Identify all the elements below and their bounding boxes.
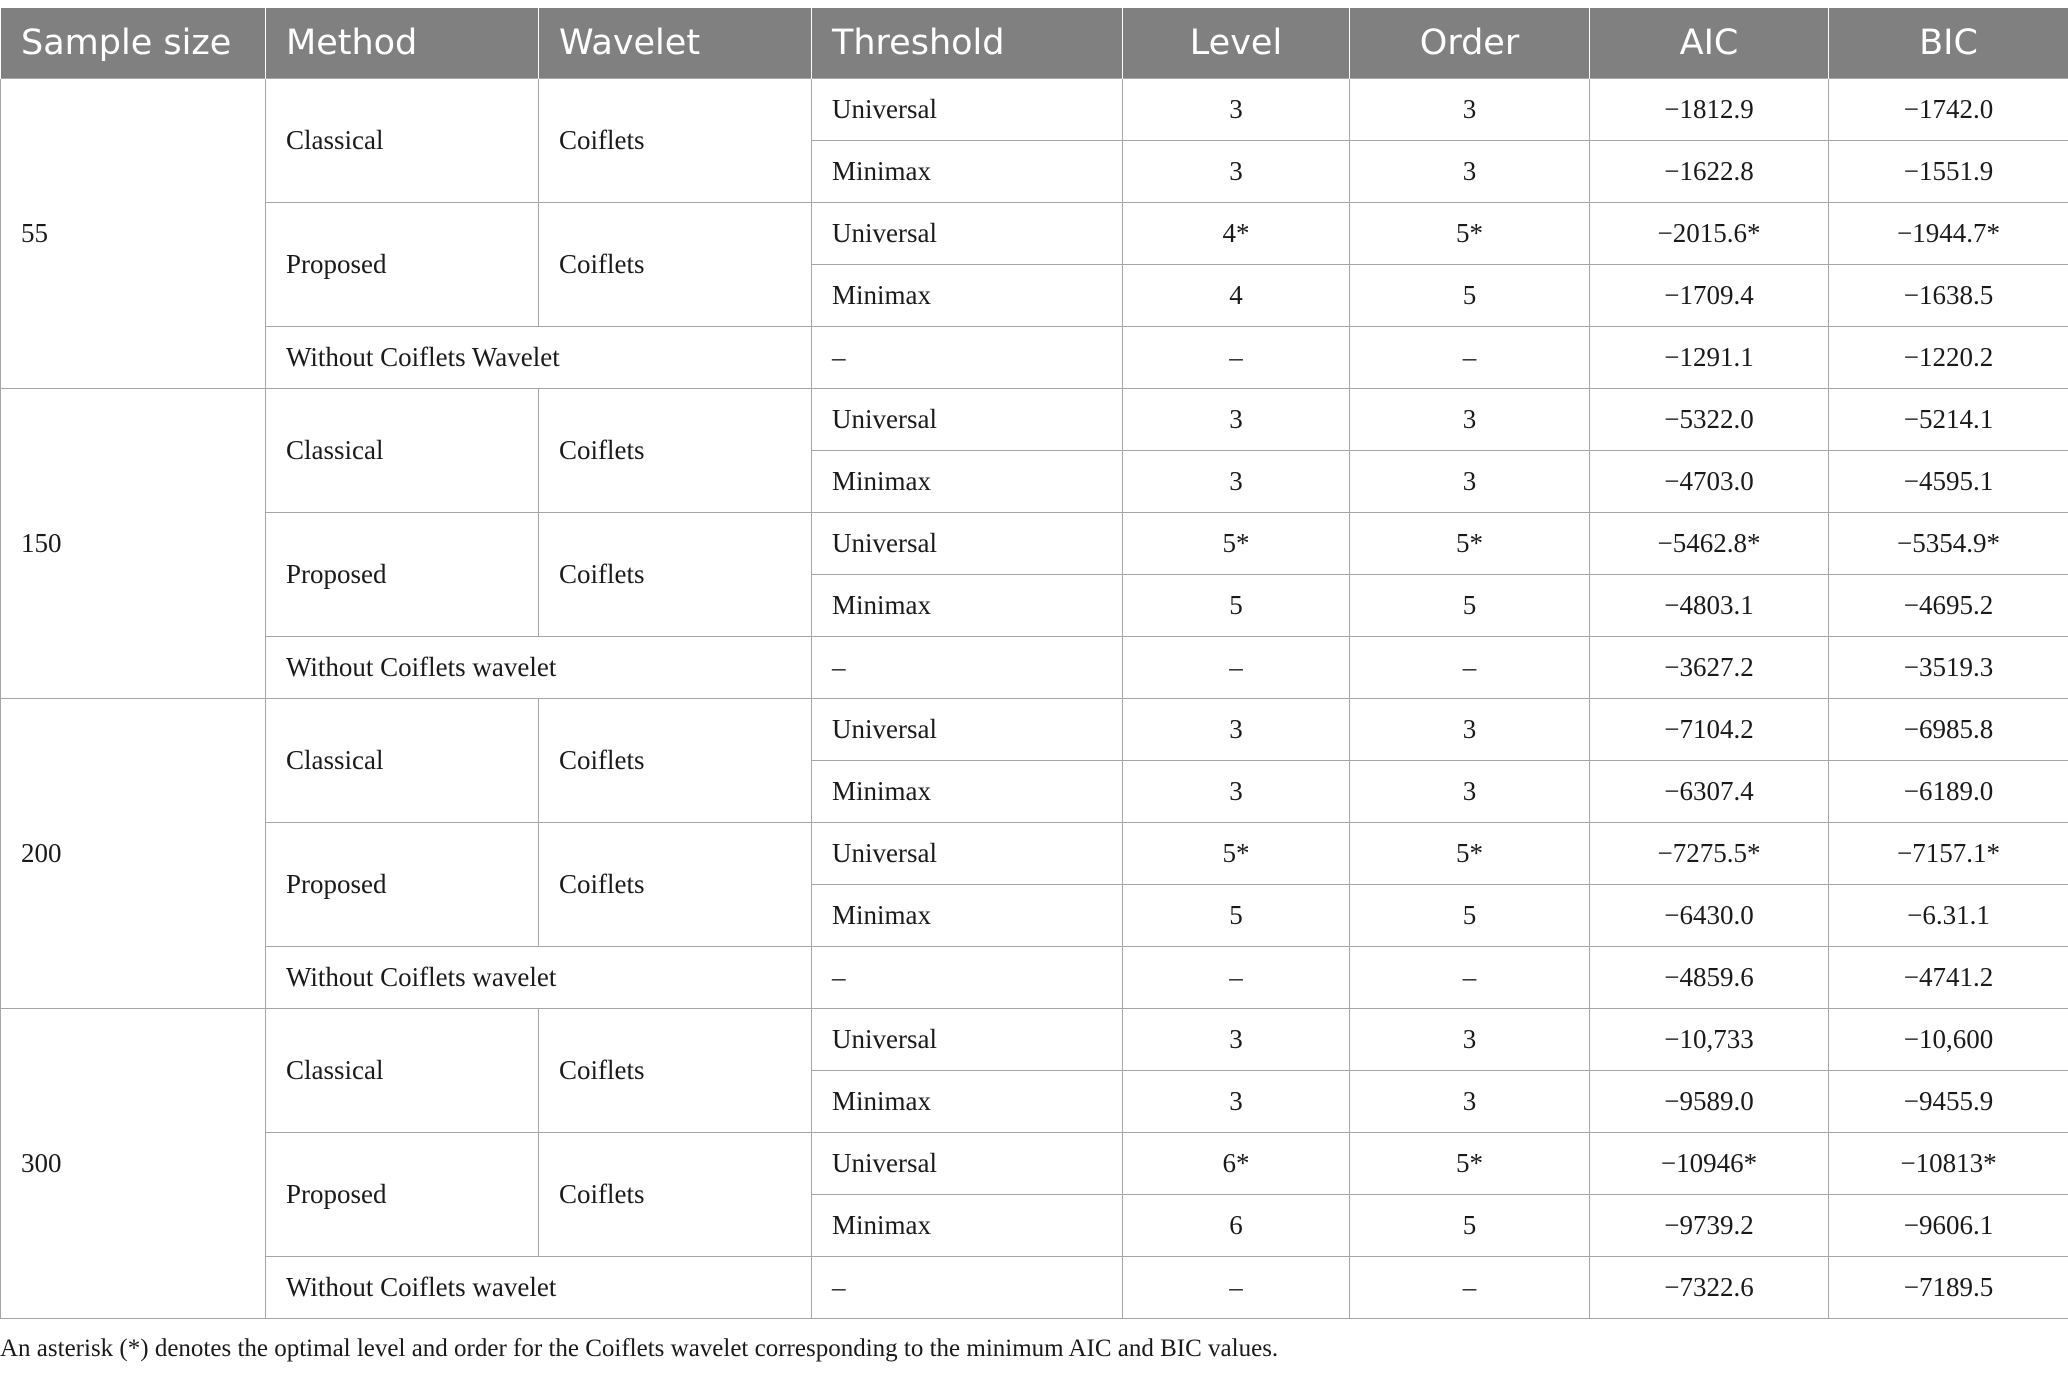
- sample-size-cell: 300: [1, 1008, 266, 1318]
- table-row: [1, 946, 2068, 1008]
- method-cell: Classical: [266, 78, 539, 202]
- threshold-cell: Universal: [812, 202, 1123, 264]
- level-cell: 6: [1123, 1194, 1350, 1256]
- method-cell: Classical: [266, 388, 539, 512]
- aic-cell: −1709.4: [1590, 264, 1829, 326]
- level-cell: –: [1123, 946, 1350, 1008]
- aic-cell: −9589.0: [1590, 1070, 1829, 1132]
- order-cell: 3: [1350, 140, 1590, 202]
- table-row: [1, 512, 2068, 574]
- threshold-cell: Minimax: [812, 1194, 1123, 1256]
- method-cell: Proposed: [266, 512, 539, 636]
- threshold-cell: Universal: [812, 1132, 1123, 1194]
- wavelet-cell: Coiflets: [539, 388, 812, 512]
- header-level: Level: [1123, 8, 1350, 78]
- aic-cell: −7322.6: [1590, 1256, 1829, 1318]
- wavelet-cell: Coiflets: [539, 1008, 812, 1132]
- table-row: [1, 822, 2068, 884]
- order-cell: –: [1350, 636, 1590, 698]
- order-cell: 5*: [1350, 202, 1590, 264]
- bic-cell: −7189.5: [1829, 1256, 2068, 1318]
- threshold-cell: Universal: [812, 1008, 1123, 1070]
- level-cell: 3: [1123, 388, 1350, 450]
- bic-cell: −5214.1: [1829, 388, 2068, 450]
- level-cell: 3: [1123, 698, 1350, 760]
- sample-size-cell: 55: [1, 78, 266, 388]
- method-cell: Proposed: [266, 202, 539, 326]
- threshold-cell: –: [812, 1256, 1123, 1318]
- threshold-cell: Universal: [812, 388, 1123, 450]
- wavelet-cell: Coiflets: [539, 1132, 812, 1256]
- bic-cell: −5354.9*: [1829, 512, 2068, 574]
- table-row: [1, 1256, 2068, 1318]
- bic-cell: −1944.7*: [1829, 202, 2068, 264]
- header-sample-size: Sample size: [1, 8, 266, 78]
- aic-cell: −7104.2: [1590, 698, 1829, 760]
- threshold-cell: –: [812, 946, 1123, 1008]
- aic-cell: −3627.2: [1590, 636, 1829, 698]
- order-cell: 3: [1350, 388, 1590, 450]
- level-cell: –: [1123, 1256, 1350, 1318]
- threshold-cell: Universal: [812, 512, 1123, 574]
- table-row: [1, 78, 2068, 140]
- order-cell: –: [1350, 946, 1590, 1008]
- aic-cell: −1622.8: [1590, 140, 1829, 202]
- bic-cell: −1220.2: [1829, 326, 2068, 388]
- bic-cell: −1742.0: [1829, 78, 2068, 140]
- aic-cell: −10,733: [1590, 1008, 1829, 1070]
- bic-cell: −9455.9: [1829, 1070, 2068, 1132]
- bic-cell: −1551.9: [1829, 140, 2068, 202]
- method-cell: Without Coiflets Wavelet: [266, 326, 812, 388]
- header-row: [1, 8, 2068, 78]
- order-cell: 5: [1350, 574, 1590, 636]
- threshold-cell: Minimax: [812, 760, 1123, 822]
- aic-cell: −7275.5*: [1590, 822, 1829, 884]
- order-cell: 3: [1350, 698, 1590, 760]
- aic-cell: −5462.8*: [1590, 512, 1829, 574]
- order-cell: 3: [1350, 78, 1590, 140]
- aic-cell: −10946*: [1590, 1132, 1829, 1194]
- order-cell: –: [1350, 326, 1590, 388]
- order-cell: 5*: [1350, 512, 1590, 574]
- level-cell: 4: [1123, 264, 1350, 326]
- header-threshold: Threshold: [812, 8, 1123, 78]
- level-cell: 5*: [1123, 512, 1350, 574]
- threshold-cell: Minimax: [812, 574, 1123, 636]
- threshold-cell: Minimax: [812, 450, 1123, 512]
- order-cell: 3: [1350, 450, 1590, 512]
- sample-size-cell: 150: [1, 388, 266, 698]
- method-cell: Proposed: [266, 1132, 539, 1256]
- threshold-cell: Universal: [812, 698, 1123, 760]
- level-cell: 3: [1123, 1008, 1350, 1070]
- bic-cell: −10,600: [1829, 1008, 2068, 1070]
- aic-cell: −1291.1: [1590, 326, 1829, 388]
- bic-cell: −6.31.1: [1829, 884, 2068, 946]
- header-method: Method: [266, 8, 539, 78]
- wavelet-cell: Coiflets: [539, 698, 812, 822]
- level-cell: –: [1123, 636, 1350, 698]
- order-cell: 5*: [1350, 1132, 1590, 1194]
- order-cell: 5*: [1350, 822, 1590, 884]
- level-cell: 6*: [1123, 1132, 1350, 1194]
- aic-cell: −1812.9: [1590, 78, 1829, 140]
- bic-cell: −3519.3: [1829, 636, 2068, 698]
- order-cell: –: [1350, 1256, 1590, 1318]
- table-row: [1, 698, 2068, 760]
- aic-cell: −6307.4: [1590, 760, 1829, 822]
- level-cell: 3: [1123, 78, 1350, 140]
- bic-cell: −4695.2: [1829, 574, 2068, 636]
- wavelet-cell: Coiflets: [539, 78, 812, 202]
- aic-cell: −2015.6*: [1590, 202, 1829, 264]
- bic-cell: −7157.1*: [1829, 822, 2068, 884]
- method-cell: Proposed: [266, 822, 539, 946]
- bic-cell: −4595.1: [1829, 450, 2068, 512]
- order-cell: 5: [1350, 1194, 1590, 1256]
- threshold-cell: Universal: [812, 78, 1123, 140]
- table-body: [1, 78, 2068, 1318]
- level-cell: 3: [1123, 450, 1350, 512]
- table-row: [1, 1132, 2068, 1194]
- bic-cell: −1638.5: [1829, 264, 2068, 326]
- wavelet-cell: Coiflets: [539, 822, 812, 946]
- bic-cell: −9606.1: [1829, 1194, 2068, 1256]
- method-cell: Without Coiflets wavelet: [266, 636, 812, 698]
- method-cell: Classical: [266, 698, 539, 822]
- threshold-cell: Minimax: [812, 264, 1123, 326]
- level-cell: 5*: [1123, 822, 1350, 884]
- header-order: Order: [1350, 8, 1590, 78]
- header-wavelet: Wavelet: [539, 8, 812, 78]
- level-cell: 5: [1123, 574, 1350, 636]
- aic-cell: −6430.0: [1590, 884, 1829, 946]
- order-cell: 5: [1350, 884, 1590, 946]
- results-table: [0, 8, 2068, 1319]
- threshold-cell: Minimax: [812, 884, 1123, 946]
- table-row: [1, 636, 2068, 698]
- aic-cell: −9739.2: [1590, 1194, 1829, 1256]
- header-aic: AIC: [1590, 8, 1829, 78]
- bic-cell: −6189.0: [1829, 760, 2068, 822]
- header-bic: BIC: [1829, 8, 2068, 78]
- method-cell: Without Coiflets wavelet: [266, 946, 812, 1008]
- wavelet-cell: Coiflets: [539, 202, 812, 326]
- order-cell: 5: [1350, 264, 1590, 326]
- bic-cell: −6985.8: [1829, 698, 2068, 760]
- aic-cell: −4803.1: [1590, 574, 1829, 636]
- sample-size-cell: 200: [1, 698, 266, 1008]
- level-cell: –: [1123, 326, 1350, 388]
- level-cell: 3: [1123, 760, 1350, 822]
- level-cell: 3: [1123, 1070, 1350, 1132]
- bic-cell: −4741.2: [1829, 946, 2068, 1008]
- aic-cell: −4703.0: [1590, 450, 1829, 512]
- table-row: [1, 1008, 2068, 1070]
- level-cell: 5: [1123, 884, 1350, 946]
- threshold-cell: –: [812, 636, 1123, 698]
- order-cell: 3: [1350, 1008, 1590, 1070]
- bic-cell: −10813*: [1829, 1132, 2068, 1194]
- method-cell: Without Coiflets wavelet: [266, 1256, 812, 1318]
- level-cell: 4*: [1123, 202, 1350, 264]
- aic-cell: −5322.0: [1590, 388, 1829, 450]
- wavelet-cell: Coiflets: [539, 512, 812, 636]
- threshold-cell: Minimax: [812, 1070, 1123, 1132]
- level-cell: 3: [1123, 140, 1350, 202]
- threshold-cell: Universal: [812, 822, 1123, 884]
- threshold-cell: Minimax: [812, 140, 1123, 202]
- order-cell: 3: [1350, 1070, 1590, 1132]
- table-row: [1, 202, 2068, 264]
- table-footnote: An asterisk (*) denotes the optimal level and order for the Coiflets wavelet corresponding to the minimum AIC and BIC values.: [0, 1335, 1279, 1362]
- aic-cell: −4859.6: [1590, 946, 1829, 1008]
- table-row: [1, 326, 2068, 388]
- order-cell: 3: [1350, 760, 1590, 822]
- method-cell: Classical: [266, 1008, 539, 1132]
- threshold-cell: –: [812, 326, 1123, 388]
- table-row: [1, 388, 2068, 450]
